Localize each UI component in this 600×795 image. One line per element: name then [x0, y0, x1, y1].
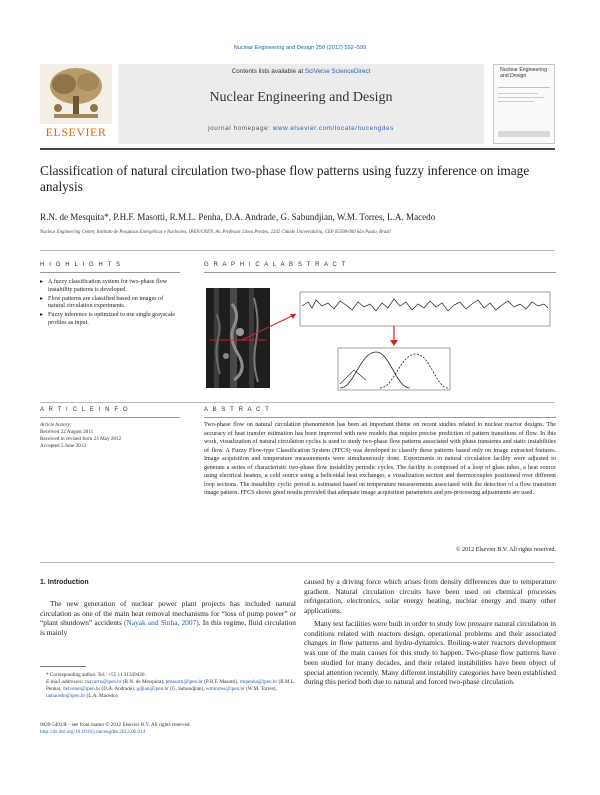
article-info-rule — [40, 417, 180, 418]
sciencedirect-link[interactable]: SciVerse ScienceDirect — [304, 68, 371, 75]
graphical-abstract-heading: G R A P H I C A L A B S T R A C T — [204, 262, 347, 268]
contents-line: Contents lists available at SciVerse ScienceDirect — [231, 68, 371, 75]
intro-left-paragraph: The new generation of nuclear power plant projects has included natural circulation as one of the main heat removal mechanisms for “loss of pump power” or “plant shutdown” accidents (Nayak and Sinha, 2007). In this regime, fluid circulation is mainly — [40, 599, 297, 638]
email-link[interactable]: gdjian@ipen.br — [136, 686, 169, 692]
footnote-rule — [40, 666, 86, 667]
email-link[interactable]: rnavarro@ipen.br — [84, 679, 122, 685]
history-label: Article history: — [40, 422, 72, 428]
revised-date: Received in revised form 23 May 2012 — [40, 436, 122, 442]
highlights-heading: H I G H L I G H T S — [40, 262, 122, 268]
graphical-abstract-figure — [204, 284, 556, 394]
article-history — [40, 422, 180, 450]
issn-line: 0029-5493/$ – see front matter © 2012 Elsevier B.V. All rights reserved. — [40, 722, 191, 728]
header-divider — [40, 148, 555, 150]
intro-right-paragraph-1: caused by a driving force which arises from density differences due to temperature gradient. Natural circulation circuits have been used on chemical processes refrigeration, electronics, solar energy heating, nuclear energy and many other applications. — [304, 577, 556, 616]
corresponding-author-note: * Corresponding author. Tel.: +55 11 31339420. E-mail addresses: rnavarro@ipen.br (R.N. de Mesquita), pmasotti@ipen.br (P.H.F. Masotti), rmpenha@ipen.br (R.M.L. Penha), delvonei@ipen.br (D.A. Andrade), gdjian@ipen.br (G. Sabundjian), wmtorres@ipen.br (W.M. Torres), lamacedo@ipen.br (L.A. Macedo). — [46, 672, 296, 699]
journal-homepage: journal homepage: www.elsevier.com/locate/nucengdes — [208, 125, 394, 132]
highlights-list — [40, 279, 180, 329]
highlight-item: ▸ Flow patterns are classified based on images of natural circulation experiments. — [40, 296, 180, 312]
author-affiliation: Nuclear Engineering Center, Instituto de Pesquisas Energéticas e Nucleares, IPEN/CNEN, Av. Professor Lineu Prestes, 2242 Cidade Universitária, CEP 05508-000 São Paulo, Brazil — [40, 230, 391, 235]
email-link[interactable]: rmpenha@ipen.br — [239, 679, 278, 685]
title-divider — [40, 250, 555, 251]
journal-title: Nuclear Engineering and Design — [209, 90, 393, 105]
email-link[interactable]: wmtorres@ipen.br — [205, 686, 245, 692]
introduction-heading: 1. Introduction — [40, 579, 89, 586]
mid-divider — [40, 402, 555, 403]
citation-link[interactable]: (Nayak and Sinha, 2007) — [123, 618, 199, 628]
email-link[interactable]: pmasotti@ipen.br — [165, 679, 203, 685]
article-title: Classification of natural circulation two-phase flow patterns using fuzzy inference on image analysis — [40, 163, 530, 194]
graphical-abstract-rule — [204, 272, 556, 273]
elsevier-tree-logo — [40, 64, 112, 126]
received-date: Received 22 August 2011 — [40, 429, 94, 435]
article-info-heading: A R T I C L E I N F O — [40, 407, 130, 413]
author-list: R.N. de Mesquita*, P.H.F. Masotti, R.M.L. Penha, D.A. Andrade, G. Sabundjian, W.M. Torres, L.A. Macedo — [40, 212, 436, 222]
publisher-name: ELSEVIER — [45, 125, 107, 139]
body-divider — [40, 562, 555, 563]
highlights-rule — [40, 272, 180, 273]
front-matter — [40, 722, 191, 736]
email-link[interactable]: lamacedo@ipen.br — [46, 693, 86, 699]
doi-link[interactable]: http://dx.doi.org/10.1016/j.nucengdes.2012.06.014 — [40, 729, 146, 735]
journal-citation[interactable]: Nuclear Engineering and Design 250 (2012) 592–599 — [233, 45, 367, 51]
highlight-item: ▸ A fuzzy classification system for two-phase flow instability patterns is developed. — [40, 279, 180, 295]
homepage-link[interactable]: www.elsevier.com/locate/nucengdes — [272, 125, 394, 132]
abstract-body: Two-phase flow on natural circulation phenomenon has been an important theme on recent studies related to nuclear reactor designs. The accuracy of heat transfer estimation has been improved with new models that require precise prediction of pattern transitions of flow. In this work, visualization of natural circulation cycles is used to study two-phase flow patterns associated with phase transients and static instabilities of flow. A Fuzzy Flow-type Classification System (FFCS) was developed to classify these patterns based only on image extracted features. Image acquisition and temperature measurements were simultaneously done. Experiments in natural circulation facility were adjusted to generate a series of characteristic two-phase flow instability periodic cycles. The facility is composed of a loop of glass tubes, a heat source using electrical heaters, a cold source using a helicoidal heat exchanger, a visualization section and thermocouples positioned over different loop sections. The instability cyclic period is estimated based on temperature measurements associated with the detection of a flow transition image pattern. FFCS shows good results provided that adequate image acquisition parameters and pre-processing adjustments are used. — [204, 422, 556, 497]
accepted-date: Accepted 5 June 2012 — [40, 443, 86, 449]
highlight-item: ▸ Fuzzy inference is optimized to use single grayscale profiles as input. — [40, 312, 180, 328]
abstract-heading: A B S T R A C T — [204, 407, 271, 413]
email-link[interactable]: delvonei@ipen.br — [63, 686, 101, 692]
cover-title: Nuclear Engineering and Design — [500, 67, 548, 79]
abstract-copyright: © 2012 Elsevier B.V. All rights reserved. — [455, 547, 556, 553]
intro-right-paragraph-2: Many test facilities were built in order to study low pressure natural circulation in conditions related with reactors design, operational problems and their associated changes in flow patterns and hydro-dynamics. Boiling-water reactors development was one of the main causes for this study to happen. Two-phase flow patterns have been studied for many decades, and their related instabilities have been object of special attention recently. Many different instability categories have been established during this period both due to natural and forced two-phase circulation. — [304, 619, 556, 687]
abstract-rule — [204, 417, 556, 418]
